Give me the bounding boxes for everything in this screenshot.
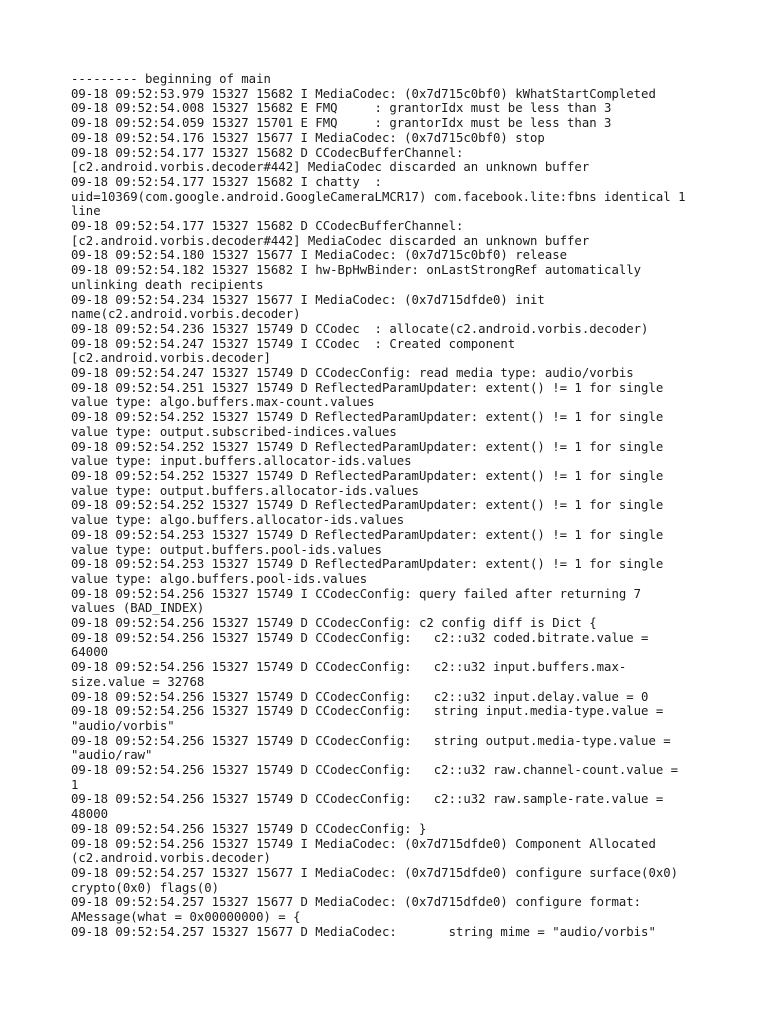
log-line: (c2.android.vorbis.decoder) [71,851,271,866]
log-line: "audio/vorbis" [71,718,175,733]
log-line: AMessage(what = 0x00000000) = { [71,910,301,925]
log-line: 09-18 09:52:54.256 15327 15749 I CCodecConfig: query failed after returning 7 [71,586,642,601]
log-line: 09-18 09:52:54.177 15327 15682 I chatty : [71,174,382,189]
log-line: 09-18 09:52:54.256 15327 15749 D CCodecConfig: c2::u32 input.buffers.max- [71,660,627,675]
log-line: 09-18 09:52:54.256 15327 15749 D CCodecConfig: c2::u32 raw.channel-count.value = [71,763,679,778]
log-line: 09-18 09:52:54.256 15327 15749 D CCodecConfig: c2::u32 coded.bitrate.value = [71,630,649,645]
log-line: value type: algo.buffers.max-count.values [71,395,375,410]
log-line: 09-18 09:52:54.256 15327 15749 D CCodecConfig: c2::u32 input.delay.value = 0 [71,689,649,704]
log-line: 09-18 09:52:54.252 15327 15749 D ReflectedParamUpdater: extent() != 1 for single [71,439,664,454]
log-line: value type: output.buffers.pool-ids.values [71,542,382,557]
log-line: 09-18 09:52:54.253 15327 15749 D ReflectedParamUpdater: extent() != 1 for single [71,527,664,542]
log-line: 09-18 09:52:54.252 15327 15749 D ReflectedParamUpdater: extent() != 1 for single [71,410,664,425]
log-line: value type: algo.buffers.allocator-ids.values [71,513,405,528]
log-line: 09-18 09:52:54.252 15327 15749 D ReflectedParamUpdater: extent() != 1 for single [71,498,664,513]
log-line: "audio/raw" [71,748,153,763]
log-line: 64000 [71,645,109,660]
log-line: 09-18 09:52:54.180 15327 15677 I MediaCodec: (0x7d715c0bf0) release [71,248,568,263]
log-line: 1 [71,777,79,792]
log-line: value type: output.buffers.allocator-ids.values [71,483,419,498]
log-line: 48000 [71,807,109,822]
log-line: size.value = 32768 [71,674,205,689]
log-line: --------- beginning of main [71,72,271,86]
log-line: crypto(0x0) flags(0) [71,880,220,895]
log-line: 09-18 09:52:54.236 15327 15749 D CCodec : allocate(c2.android.vorbis.decoder) [71,321,649,336]
log-line: [c2.android.vorbis.decoder] [71,351,271,366]
log-line: 09-18 09:52:53.979 15327 15682 I MediaCodec: (0x7d715c0bf0) kWhatStartCompleted [71,86,656,101]
log-line: 09-18 09:52:54.177 15327 15682 D CCodecBufferChannel: [71,219,464,234]
log-line: 09-18 09:52:54.256 15327 15749 D CCodecConfig: c2 config diff is Dict { [71,616,597,631]
log-line: line [71,204,101,219]
log-line: [c2.android.vorbis.decoder#442] MediaCodec discarded an unknown buffer [71,233,590,248]
document-page [71,72,731,939]
log-line: 09-18 09:52:54.256 15327 15749 I MediaCodec: (0x7d715dfde0) Component Allocated [71,836,656,851]
log-line: 09-18 09:52:54.257 15327 15677 D MediaCodec: string mime = "audio/vorbis" [71,924,656,939]
log-line: 09-18 09:52:54.059 15327 15701 E FMQ : grantorIdx must be less than 3 [71,116,612,131]
log-line: 09-18 09:52:54.253 15327 15749 D ReflectedParamUpdater: extent() != 1 for single [71,557,664,572]
log-line: 09-18 09:52:54.182 15327 15682 I hw-BpHwBinder: onLastStrongRef automatically [71,263,642,278]
log-line: 09-18 09:52:54.256 15327 15749 D CCodecConfig: string input.media-type.value = [71,704,664,719]
log-line: 09-18 09:52:54.234 15327 15677 I MediaCodec: (0x7d715dfde0) init [71,292,545,307]
log-line: 09-18 09:52:54.251 15327 15749 D ReflectedParamUpdater: extent() != 1 for single [71,380,664,395]
log-line: value type: output.subscribed-indices.values [71,424,397,439]
log-line: 09-18 09:52:54.257 15327 15677 I MediaCodec: (0x7d715dfde0) configure surface(0x0) [71,865,679,880]
log-line: 09-18 09:52:54.256 15327 15749 D CCodecConfig: c2::u32 raw.sample-rate.value = [71,792,664,807]
log-text [71,72,731,939]
log-line: 09-18 09:52:54.256 15327 15749 D CCodecConfig: } [71,821,427,836]
log-line: [c2.android.vorbis.decoder#442] MediaCodec discarded an unknown buffer [71,160,590,175]
log-line: unlinking death recipients [71,277,264,292]
log-line: name(c2.android.vorbis.decoder) [71,307,301,322]
log-line: 09-18 09:52:54.252 15327 15749 D ReflectedParamUpdater: extent() != 1 for single [71,468,664,483]
log-line: 09-18 09:52:54.257 15327 15677 D MediaCodec: (0x7d715dfde0) configure format: [71,895,642,910]
log-line: values (BAD_INDEX) [71,601,205,616]
log-line: value type: input.buffers.allocator-ids.values [71,454,412,469]
log-line: value type: algo.buffers.pool-ids.values [71,571,368,586]
log-line: uid=10369(com.google.android.GoogleCameraLMCR17) com.facebook.lite:fbns identical 1 [71,189,686,204]
log-line: 09-18 09:52:54.256 15327 15749 D CCodecConfig: string output.media-type.value = [71,733,671,748]
log-line: 09-18 09:52:54.177 15327 15682 D CCodecBufferChannel: [71,145,464,160]
log-line: 09-18 09:52:54.008 15327 15682 E FMQ : grantorIdx must be less than 3 [71,101,612,116]
log-line: 09-18 09:52:54.247 15327 15749 D CCodecConfig: read media type: audio/vorbis [71,366,634,381]
log-line: 09-18 09:52:54.247 15327 15749 I CCodec : Created component [71,336,516,351]
log-line: 09-18 09:52:54.176 15327 15677 I MediaCodec: (0x7d715c0bf0) stop [71,130,545,145]
